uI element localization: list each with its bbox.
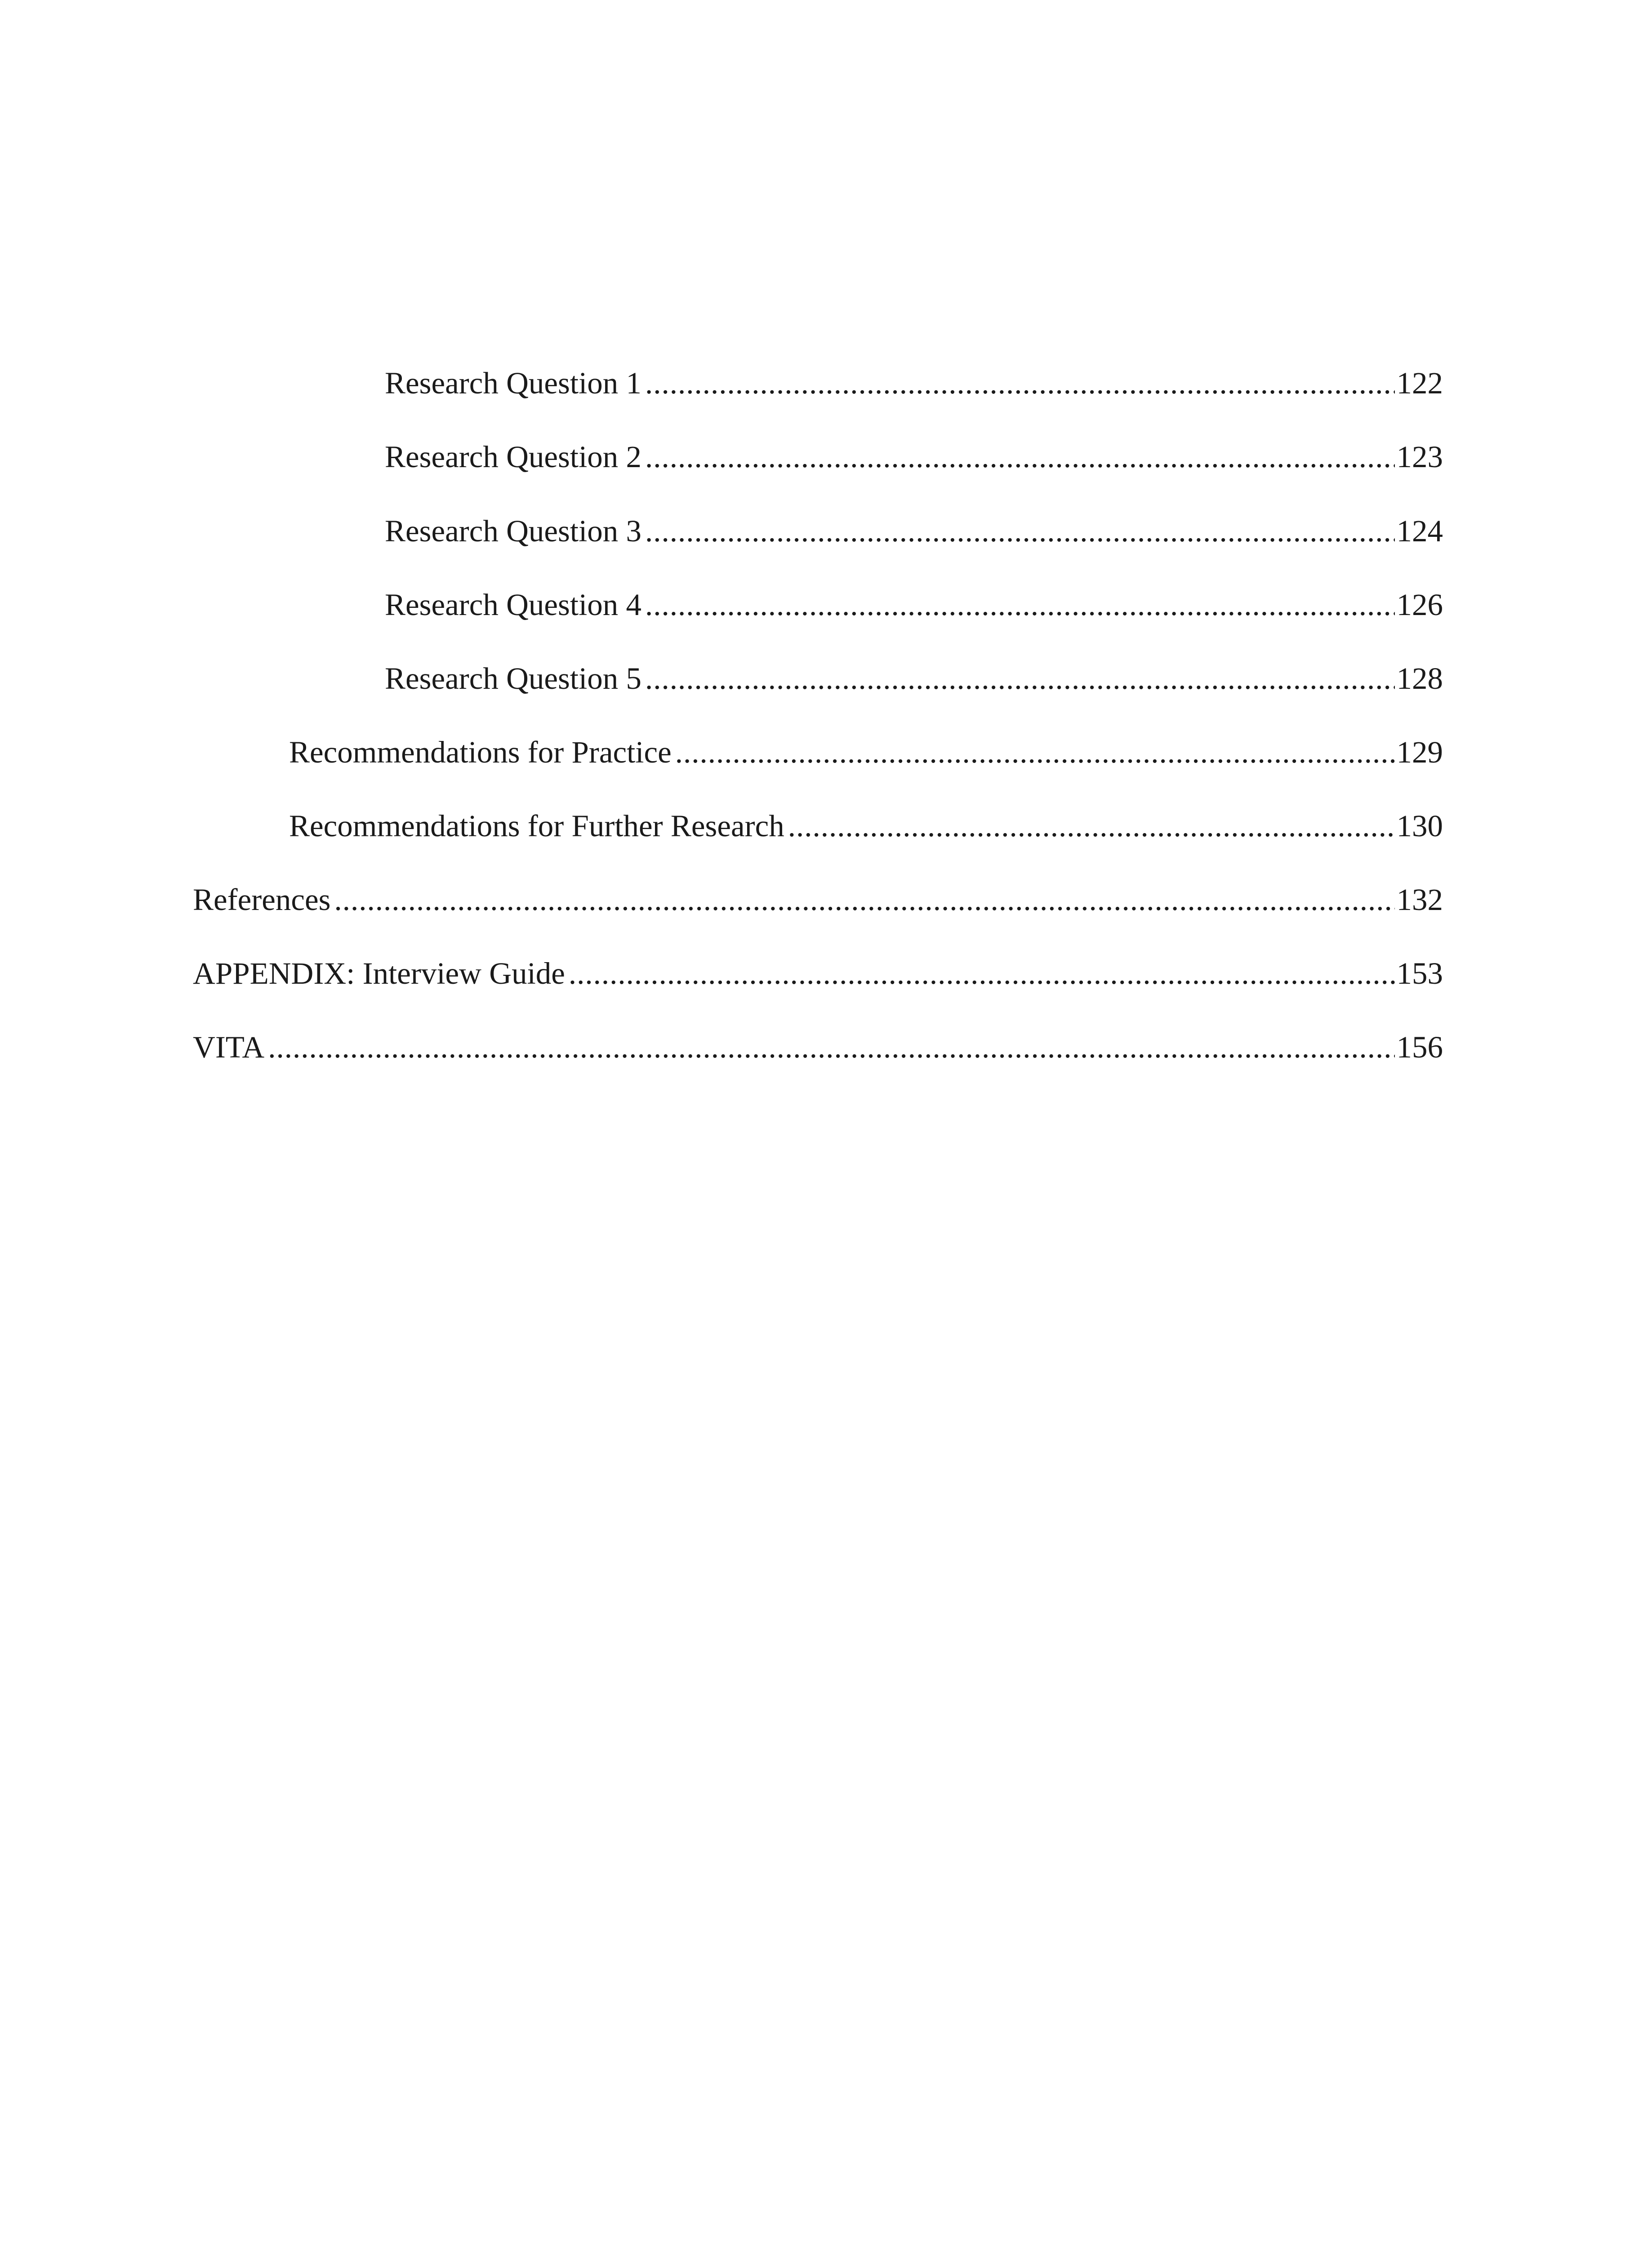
toc-entry-title: Research Question 4 <box>385 588 642 622</box>
toc-dot-leader <box>645 663 1394 694</box>
toc-page-number: 128 <box>1396 661 1443 696</box>
toc-page-number: 122 <box>1396 366 1443 400</box>
toc-entry-title: Research Question 3 <box>385 514 642 548</box>
toc-dot-leader <box>675 737 1395 768</box>
toc-dot-leader <box>645 368 1394 399</box>
toc-dot-leader <box>645 442 1394 473</box>
toc-entry-research-question-4 <box>385 589 1443 620</box>
toc-entry-research-question-5 <box>385 663 1443 694</box>
toc-entry-research-question-3 <box>385 516 1443 547</box>
toc-page-number: 153 <box>1396 956 1443 990</box>
toc-dot-leader <box>334 884 1394 915</box>
toc-page-number: 124 <box>1396 514 1443 548</box>
toc-entry-vita <box>193 1032 1443 1063</box>
toc-dot-leader <box>268 1032 1394 1063</box>
toc-dot-leader <box>645 589 1394 620</box>
toc-dot-leader <box>569 958 1395 989</box>
toc-entry-title: Research Question 1 <box>385 366 642 400</box>
toc-entry-title: Research Question 2 <box>385 440 642 474</box>
toc-entry-title: Recommendations for Further Research <box>289 809 784 843</box>
toc-page-number: 156 <box>1396 1030 1443 1064</box>
toc-page-number: 132 <box>1396 883 1443 917</box>
toc-entry-title: APPENDIX: Interview Guide <box>193 956 565 990</box>
toc-page-number: 126 <box>1396 588 1443 622</box>
toc-entry-recommendations-for-practice <box>289 737 1443 768</box>
toc-entry-title: Recommendations for Practice <box>289 735 672 769</box>
toc-entry-recommendations-for-further-research <box>289 811 1443 842</box>
toc-entry-references <box>193 884 1443 915</box>
toc-entry-appendix-interview-guide <box>193 958 1443 989</box>
toc-entry-research-question-1 <box>385 368 1443 399</box>
toc-entry-title: VITA <box>193 1030 265 1064</box>
toc-page-number: 123 <box>1396 440 1443 474</box>
toc-entry-research-question-2 <box>385 442 1443 473</box>
toc-dot-leader <box>788 811 1395 842</box>
toc-page-number: 130 <box>1396 809 1443 843</box>
toc-entry-title: References <box>193 883 331 917</box>
toc-dot-leader <box>645 516 1394 547</box>
toc-page-number: 129 <box>1396 735 1443 769</box>
toc-entry-title: Research Question 5 <box>385 661 642 696</box>
